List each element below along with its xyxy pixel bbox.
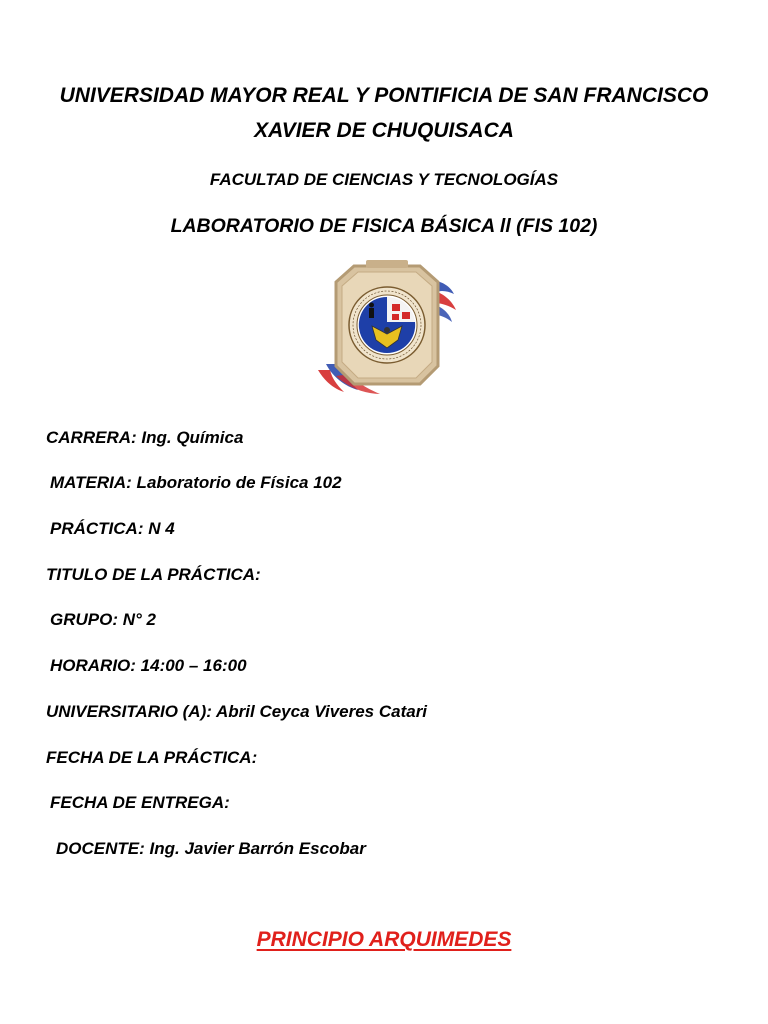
field-fecha-entrega: FECHA DE ENTREGA: (50, 793, 230, 812)
practice-title-text: PRINCIPIO ARQUIMEDES (256, 928, 512, 951)
practice-title (0, 928, 768, 952)
field-materia: MATERIA: Laboratorio de Física 102 (50, 473, 342, 492)
university-seal-icon (314, 260, 460, 400)
field-horario: HORARIO: 14:00 – 16:00 (50, 656, 247, 675)
field-fecha-practica: FECHA DE LA PRÁCTICA: (46, 748, 258, 767)
faculty-name: FACULTAD DE CIENCIAS Y TECNOLOGÍAS (209, 170, 559, 189)
university-name-line2: XAVIER DE CHUQUISACA (254, 119, 514, 142)
field-grupo: GRUPO: N° 2 (50, 610, 156, 629)
field-docente: DOCENTE: Ing. Javier Barrón Escobar (56, 839, 366, 858)
university-name-line1: UNIVERSIDAD MAYOR REAL Y PONTIFICIA DE SAN FRANCISCO (59, 84, 709, 107)
field-practica: PRÁCTICA: N 4 (50, 519, 175, 538)
field-carrera: CARRERA: Ing. Química (46, 428, 244, 447)
field-titulo: TITULO DE LA PRÁCTICA: (46, 565, 261, 584)
field-universitario: UNIVERSITARIO (A): Abril Ceyca Viveres Catari (46, 702, 428, 721)
laboratory-name: LABORATORIO DE FISICA BÁSICA ll (FIS 102) (170, 215, 598, 237)
